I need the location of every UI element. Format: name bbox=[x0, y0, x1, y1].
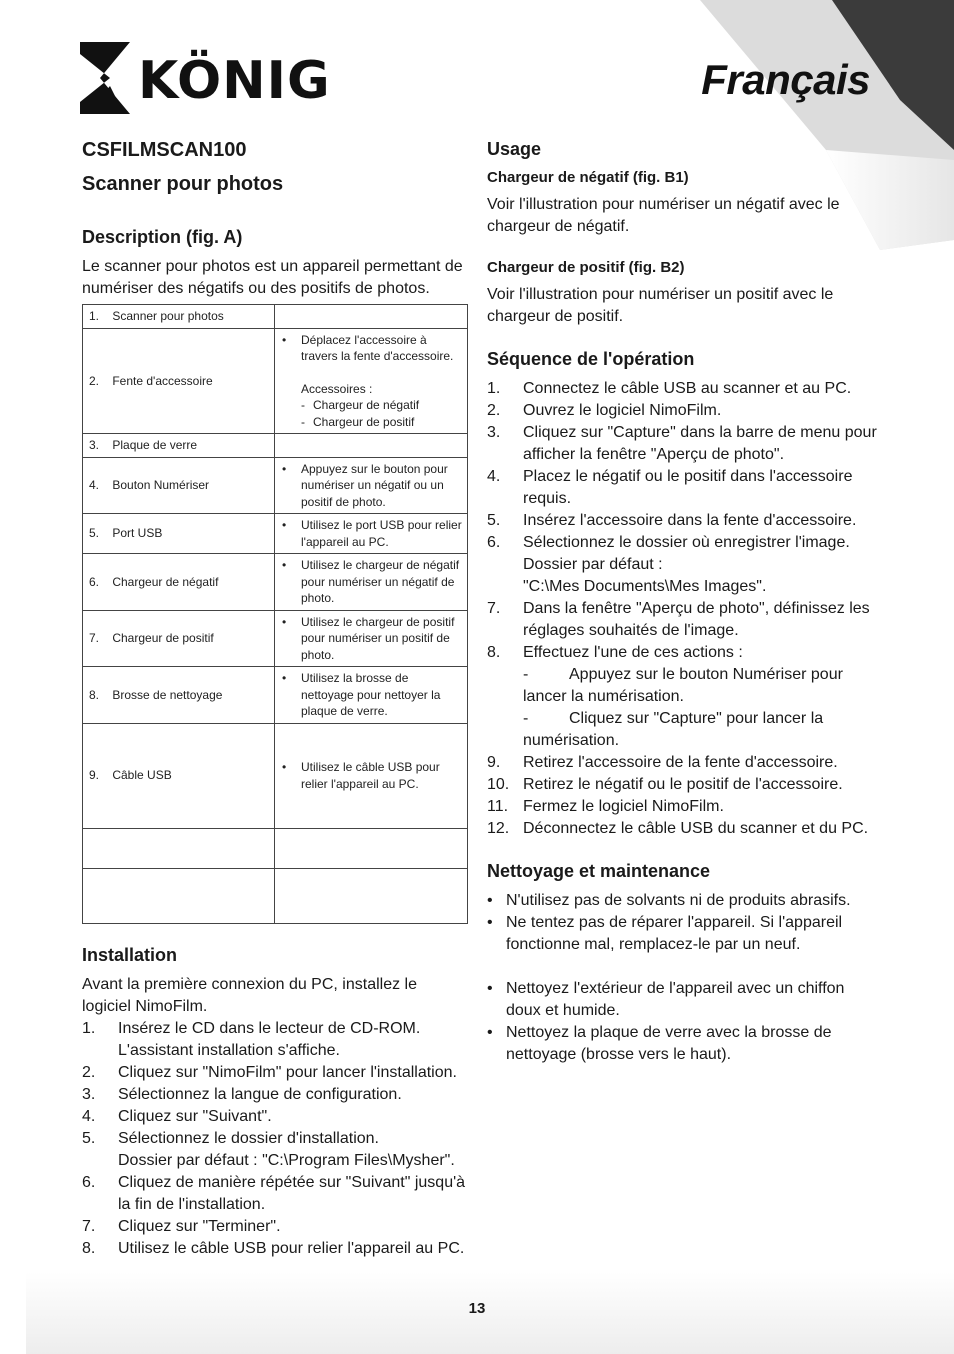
list-item: 7. Dans la fenêtre "Aperçu de photo", définissez les réglages souhaités de l'image. bbox=[487, 600, 870, 639]
table-row: 8. Brosse de nettoyage • Utilisez la brosse de nettoyage pour nettoyer la plaque de verre. bbox=[83, 667, 468, 724]
usage-heading: Usage bbox=[487, 139, 542, 159]
language-title: Français bbox=[701, 56, 870, 103]
description-intro: Le scanner pour photos est un appareil permettant de numériser des négatifs ou des positifs de photos. bbox=[82, 258, 463, 297]
installation-heading: Installation bbox=[82, 944, 178, 965]
list-item: 4. Placez le négatif ou le positif dans l'accessoire requis. bbox=[487, 468, 853, 507]
positive-holder-text: Voir l'illustration pour numériser un positif avec le chargeur de positif. bbox=[487, 286, 834, 325]
table-row: 1. Scanner pour photos bbox=[83, 305, 468, 329]
konig-logo bbox=[80, 42, 340, 119]
list-item: • Nettoyez la plaque de verre avec la brosse de nettoyage (brosse vers le haut). bbox=[487, 1022, 877, 1066]
cleaning-list-1 bbox=[487, 890, 877, 956]
model-number: CSFILMSCAN100 bbox=[82, 139, 247, 161]
list-item: 1. Connectez le câble USB au scanner et au PC. bbox=[487, 380, 852, 397]
installation-intro: Avant la première connexion du PC, installez le logiciel NimoFilm. bbox=[82, 975, 417, 1015]
positive-holder-heading: Chargeur de positif (fig. B2) bbox=[487, 259, 685, 276]
table-row: 5. Port USB • Utilisez le port USB pour relier l'appareil au PC. bbox=[83, 514, 468, 554]
right-column bbox=[487, 138, 877, 1066]
table-row-empty bbox=[83, 868, 468, 923]
table-row: 7. Chargeur de positif • Utilisez le chargeur de positif pour numériser un positif de photo. bbox=[83, 610, 468, 667]
product-name: Scanner pour photos bbox=[82, 173, 284, 195]
list-item: 8. Effectuez l'une de ces actions : - Appuyez sur le bouton Numériser pour lancer la numérisation. - Cliquez sur "Capture" pour lancer la numérisation. bbox=[487, 644, 843, 749]
list-item: 2. Ouvrez le logiciel NimoFilm. bbox=[487, 402, 722, 419]
list-item: • Ne tentez pas de réparer l'appareil. Si l'appareil fonctionne mal, remplacez-le par un neuf. bbox=[487, 912, 877, 956]
left-column bbox=[82, 138, 470, 1260]
konig-logo-mark bbox=[80, 42, 340, 114]
parts-table bbox=[82, 304, 468, 924]
table-row: 4. Bouton Numériser • Appuyez sur le bouton pour numériser un négatif ou un positif de photo. bbox=[83, 457, 468, 514]
negative-holder-heading: Chargeur de négatif (fig. B1) bbox=[487, 169, 689, 186]
list-item: 1. Insérez le CD dans le lecteur de CD-ROM. L'assistant installation s'affiche. bbox=[82, 1019, 421, 1059]
list-item: 3. Sélectionnez la langue de configuration. bbox=[82, 1085, 402, 1103]
table-row: 6. Chargeur de négatif • Utilisez le chargeur de négatif pour numériser un négatif de photo. bbox=[83, 554, 468, 611]
list-item: 5. Sélectionnez le dossier d'installation. Dossier par défaut : "C:\Program Files\Mysher". bbox=[82, 1129, 455, 1169]
svg-text:KÖNIG: KÖNIG bbox=[138, 51, 331, 111]
list-item: 11. Fermez le logiciel NimoFilm. bbox=[487, 798, 724, 815]
list-item: • Nettoyez l'extérieur de l'appareil avec un chiffon doux et humide. bbox=[487, 978, 877, 1022]
list-item: 3. Cliquez sur "Capture" dans la barre de menu pour afficher la fenêtre "Aperçu de photo". bbox=[487, 424, 877, 463]
sequence-heading: Séquence de l'opération bbox=[487, 349, 695, 369]
list-item: 12. Déconnectez le câble USB du scanner et du PC. bbox=[487, 820, 869, 837]
table-row: 9. Câble USB • Utilisez le câble USB pour relier l'appareil au PC. bbox=[83, 723, 468, 828]
installation-steps bbox=[82, 1018, 470, 1260]
list-item: 9. Retirez l'accessoire de la fente d'accessoire. bbox=[487, 754, 838, 771]
cleaning-heading: Nettoyage et maintenance bbox=[487, 861, 711, 881]
list-item: 2. Cliquez sur "NimoFilm" pour lancer l'installation. bbox=[82, 1063, 457, 1081]
table-row-empty bbox=[83, 828, 468, 868]
list-item: 4. Cliquez sur "Suivant". bbox=[82, 1107, 272, 1125]
list-item: 6. Cliquez de manière répétée sur "Suivant" jusqu'à la fin de l'installation. bbox=[82, 1173, 466, 1213]
list-item: 7. Cliquez sur "Terminer". bbox=[82, 1217, 281, 1235]
table-row: 3. Plaque de verre bbox=[83, 434, 468, 458]
page-number: 13 bbox=[468, 1300, 486, 1317]
cleaning-list-2 bbox=[487, 978, 877, 1066]
description-heading: Description (fig. A) bbox=[82, 227, 243, 247]
list-item: 6. Sélectionnez le dossier où enregistrer l'image. Dossier par défaut : "C:\Mes Documents\Mes Images". bbox=[487, 534, 850, 595]
sequence-steps bbox=[487, 378, 877, 840]
list-item: 10. Retirez le négatif ou le positif de l'accessoire. bbox=[487, 776, 843, 793]
list-item: 5. Insérez l'accessoire dans la fente d'accessoire. bbox=[487, 512, 857, 529]
table-row: 2. Fente d'accessoire • Déplacez l'accessoire à travers la fente d'accessoire. Accessoires : - Chargeur de négatif - Chargeur de positif bbox=[83, 328, 468, 434]
list-item: • N'utilisez pas de solvants ni de produits abrasifs. bbox=[487, 890, 877, 912]
negative-holder-text: Voir l'illustration pour numériser un négatif avec le chargeur de négatif. bbox=[487, 196, 840, 235]
list-item: 8. Utilisez le câble USB pour relier l'appareil au PC. bbox=[82, 1239, 465, 1257]
